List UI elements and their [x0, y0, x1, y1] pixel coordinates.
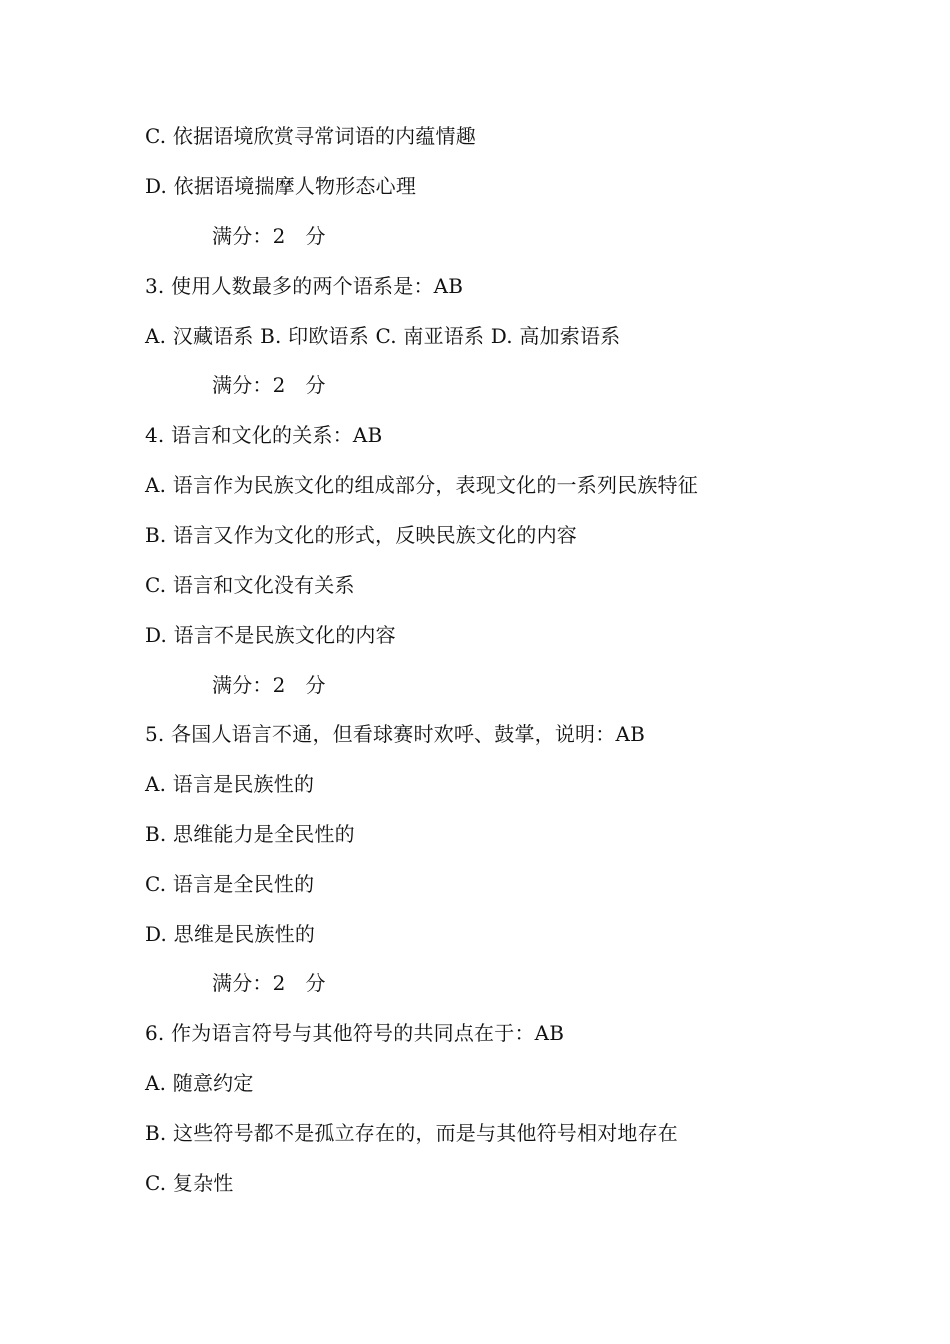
- option-line: A. 随意约定: [145, 1071, 254, 1095]
- score-line: [212, 222, 326, 250]
- option-line: A. 汉藏语系 B. 印欧语系 C. 南亚语系 D. 高加索语系: [145, 324, 621, 348]
- option-line: D. 语言不是民族文化的内容: [145, 623, 396, 647]
- score-value: 2: [272, 971, 286, 995]
- option-line: B. 这些符号都不是孤立存在的，而是与其他符号相对地存在: [145, 1121, 679, 1145]
- score-unit: 分: [305, 224, 326, 248]
- option-line: B. 思维能力是全民性的: [145, 822, 355, 846]
- score-unit: 分: [305, 971, 326, 995]
- score-line: [212, 671, 326, 699]
- score-value: 2: [272, 373, 286, 397]
- option-line: C. 复杂性: [145, 1171, 234, 1195]
- score-line: [212, 371, 326, 399]
- score-label: 满分：: [212, 971, 273, 995]
- score-label: 满分：: [212, 224, 273, 248]
- score-label: 满分：: [212, 373, 273, 397]
- score-line: [212, 969, 326, 997]
- option-line: D. 思维是民族性的: [145, 922, 316, 946]
- option-line: B. 语言又作为文化的形式，反映民族文化的内容: [145, 523, 578, 547]
- question-line: 5. 各国人语言不通，但看球赛时欢呼、鼓掌，说明：AB: [145, 722, 645, 746]
- option-line: C. 语言是全民性的: [145, 872, 315, 896]
- option-line: C. 语言和文化没有关系: [145, 573, 355, 597]
- option-line: D. 依据语境揣摩人物形态心理: [145, 174, 417, 198]
- score-unit: 分: [305, 673, 326, 697]
- option-line: A. 语言是民族性的: [145, 772, 315, 796]
- question-line: 3. 使用人数最多的两个语系是：AB: [145, 274, 464, 298]
- question-line: 4. 语言和文化的关系：AB: [145, 423, 383, 447]
- score-unit: 分: [305, 373, 326, 397]
- score-value: 2: [272, 673, 286, 697]
- option-line: C. 依据语境欣赏寻常词语的内蕴情趣: [145, 124, 476, 148]
- question-line: 6. 作为语言符号与其他符号的共同点在于：AB: [145, 1021, 565, 1045]
- option-line: A. 语言作为民族文化的组成部分，表现文化的一系列民族特征: [145, 473, 698, 497]
- score-label: 满分：: [212, 673, 273, 697]
- score-value: 2: [272, 224, 286, 248]
